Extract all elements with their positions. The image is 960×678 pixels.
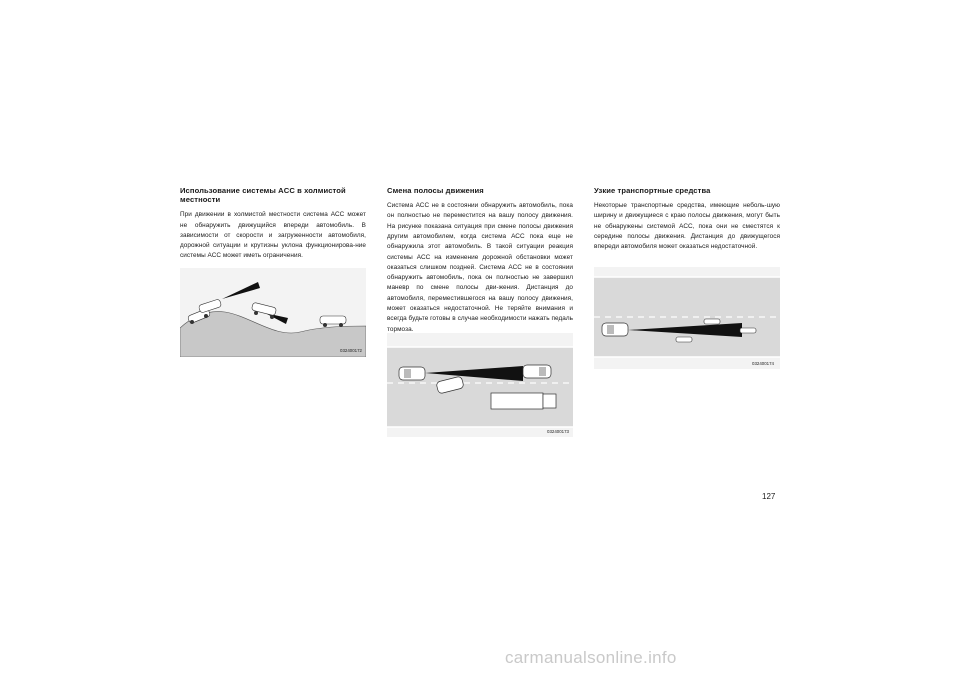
section-narrow-vehicles <box>594 186 780 253</box>
section-body-hilly: При движении в холмистой местности система АСС может не обнаружить движущийся впереди автомобиль. В зависимости от скорости и загруженности автомобиля, дорожной ситуации и крутизны уклона функционирова-ние системы АСС может иметь ограничения. <box>180 211 366 260</box>
section-title-narrow-vehicles: Узкие транспортные средства <box>594 186 711 195</box>
figure-hilly-road <box>180 268 366 357</box>
figure-code: 032400173 <box>547 429 569 434</box>
section-lane-change <box>387 186 573 335</box>
figure-lane-change <box>387 333 573 437</box>
figure-code: 032400172 <box>340 348 362 353</box>
watermark: carmanualsonline.info <box>505 648 677 667</box>
figure-code: 032400174 <box>752 361 774 366</box>
motorcycle-icon <box>704 319 720 324</box>
section-hilly <box>180 186 366 262</box>
figure-narrow-vehicles <box>594 267 780 369</box>
section-title-lane-change: Смена полосы движения <box>387 186 484 195</box>
section-title-hilly: Использование системы ACC в холмистой местности <box>180 186 346 205</box>
car-icon <box>602 323 628 336</box>
section-body-lane-change: Система АСС не в состоянии обнаружить автомобиль, пока он полностью не переместится на вашу полосу движения. На рисунке показана ситуация при смене полосы движения другим автомобилем, когда система АСС пока еще не обнаружила этот автомобиль. В такой ситуации реакция системы АСС на изменение дорожной обстановки может оказаться слишком поздней. Система АСС не в состоянии обнаружить автомобиль, пока он полностью не завершил маневр по смене полосы дви-жения. Дистанция до автомобиля, переместившегося на вашу полосу движения, может оказаться недостаточной. Не теряйте внимания и всегда будьте готовы в случае необходимости нажать педаль тормоза. <box>387 202 573 333</box>
page-number: 127 <box>762 492 776 501</box>
section-body-narrow-vehicles: Некоторые транспортные средства, имеющие неболь-шую ширину и движущиеся с краю полосы движения, могут быть не обнаружены системой АСС, пока они не сместятся к середине полосы движения. Дистанция до движущегося впереди автомобиля может оказаться недостаточной. <box>594 202 780 251</box>
truck-icon <box>491 393 556 409</box>
car-icon <box>399 367 425 380</box>
motorcycle-icon <box>740 328 756 333</box>
narrow-vehicles-illustration <box>594 267 780 369</box>
motorcycle-icon <box>676 337 692 342</box>
hilly-road-illustration <box>180 268 366 357</box>
car-icon <box>523 365 551 378</box>
lane-change-illustration <box>387 333 573 437</box>
